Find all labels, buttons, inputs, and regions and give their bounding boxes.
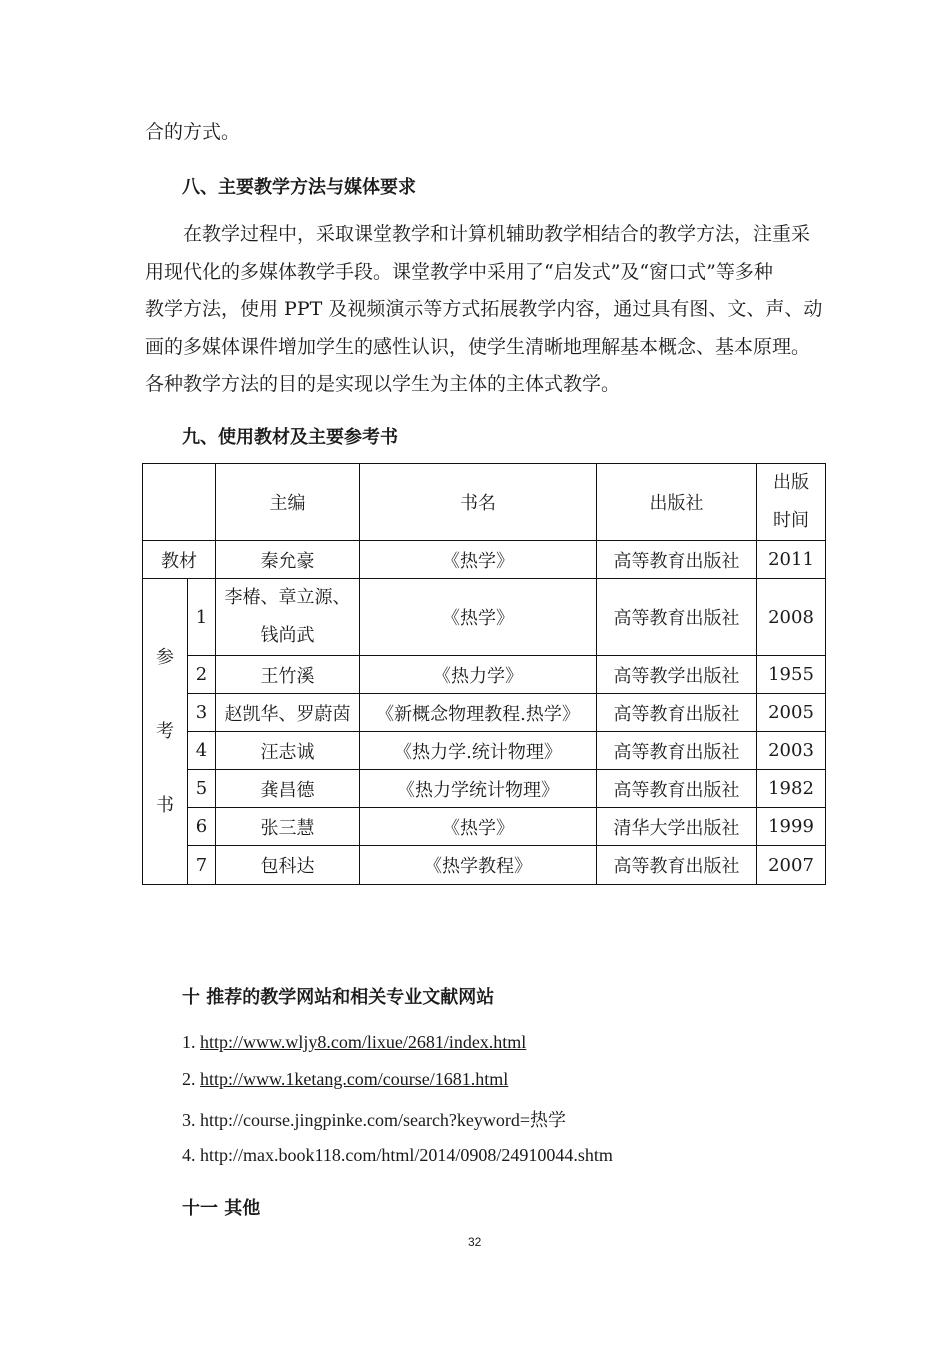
ref-publisher: 高等教学出版社 xyxy=(597,656,757,694)
ref-year: 1999 xyxy=(757,808,826,846)
section10-heading: 十 推荐的教学网站和相关专业文献网站 xyxy=(182,987,495,1008)
ref-editor: 王竹溪 xyxy=(216,656,360,694)
link-item-3 xyxy=(182,1106,566,1132)
section8-line-5: 各种教学方法的目的是实现以学生为主体的主体式教学。 xyxy=(145,373,621,395)
ref-year: 1982 xyxy=(757,770,826,808)
ref-publisher: 高等教育出版社 xyxy=(597,732,757,770)
header-editor: 主编 xyxy=(216,464,360,541)
ref-title: 《热力学.统计物理》 xyxy=(360,732,597,770)
ref-editor: 包科达 xyxy=(216,846,360,885)
ref-no: 7 xyxy=(188,846,216,885)
header-year-line2: 时间 xyxy=(773,510,809,531)
table-row-ref-2 xyxy=(143,656,826,694)
ref-editor: 汪志诚 xyxy=(216,732,360,770)
ref-editor: 龚昌德 xyxy=(216,770,360,808)
ref-title: 《热学教程》 xyxy=(360,846,597,885)
ref-publisher: 高等教育出版社 xyxy=(597,770,757,808)
ref-year: 2008 xyxy=(757,579,826,656)
table-row-ref-3 xyxy=(143,694,826,732)
table-row-ref-6 xyxy=(143,808,826,846)
textbook-label: 教材 xyxy=(143,541,216,579)
ref-no: 2 xyxy=(188,656,216,694)
ref-title: 《热力学统计物理》 xyxy=(360,770,597,808)
ref-editor-line2: 钱尚武 xyxy=(260,625,315,646)
ref-editor-line1: 李椿、章立源、 xyxy=(224,587,351,608)
ref-publisher: 高等教育出版社 xyxy=(597,694,757,732)
page-number: 32 xyxy=(468,1235,482,1249)
ref-publisher: 高等教育出版社 xyxy=(597,579,757,656)
header-publisher: 出版社 xyxy=(597,464,757,541)
link-number: 1. xyxy=(182,1032,200,1052)
ref-title: 《热学》 xyxy=(360,808,597,846)
table-row-ref-4 xyxy=(143,732,826,770)
textbook-table xyxy=(142,463,826,885)
website-link[interactable]: http://www.wljy8.com/lixue/2681/index.html xyxy=(200,1032,527,1052)
section8-line-3: 教学方法，使用 PPT 及视频演示等方式拓展教学内容，通过具有图、文、声、动 xyxy=(145,298,823,320)
ref-year: 1955 xyxy=(757,656,826,694)
textbook-year: 2011 xyxy=(757,541,826,579)
textbook-editor: 秦允豪 xyxy=(216,541,360,579)
table-row-ref-1 xyxy=(143,579,826,656)
section9-heading: 九、使用教材及主要参考书 xyxy=(182,427,398,448)
link-number: 3. xyxy=(182,1110,200,1130)
reference-label-char-1: 参 xyxy=(156,646,174,668)
ref-year: 2007 xyxy=(757,846,826,885)
ref-editor: 赵凯华、罗蔚茵 xyxy=(216,694,360,732)
website-text: http://max.book118.com/html/2014/0908/24910044.shtm xyxy=(200,1145,613,1165)
link-item-2 xyxy=(182,1069,508,1090)
header-blank-cell xyxy=(143,464,216,541)
ref-year: 2005 xyxy=(757,694,826,732)
ref-title: 《热力学》 xyxy=(360,656,597,694)
header-year xyxy=(757,464,826,541)
ref-no: 3 xyxy=(188,694,216,732)
section8-heading: 八、主要教学方法与媒体要求 xyxy=(182,177,416,198)
link-number: 2. xyxy=(182,1069,200,1089)
reference-label xyxy=(143,579,188,885)
ref-no: 6 xyxy=(188,808,216,846)
section11-heading: 十一 其他 xyxy=(182,1198,261,1219)
reference-label-char-2: 考 xyxy=(156,720,174,742)
section8-line-1: 在教学过程中，采取课堂教学和计算机辅助教学相结合的教学方法，注重采 xyxy=(183,223,811,245)
section8-line-4: 画的多媒体课件增加学生的感性认识，使学生清晰地理解基本概念、基本原理。 xyxy=(145,336,811,358)
ref-title: 《热学》 xyxy=(360,579,597,656)
textbook-title: 《热学》 xyxy=(360,541,597,579)
table-header-row xyxy=(143,464,826,541)
table-row-ref-5 xyxy=(143,770,826,808)
website-link[interactable]: http://www.1ketang.com/course/1681.html xyxy=(200,1069,509,1089)
link-item-1 xyxy=(182,1032,526,1053)
ref-editor: 张三慧 xyxy=(216,808,360,846)
ref-editor xyxy=(216,579,360,656)
ref-publisher: 高等教育出版社 xyxy=(597,846,757,885)
link-item-4 xyxy=(182,1145,613,1166)
reference-label-char-3: 书 xyxy=(156,794,174,816)
textbook-publisher: 高等教育出版社 xyxy=(597,541,757,579)
paragraph-tail: 合的方式。 xyxy=(145,121,241,143)
website-text: http://course.jingpinke.com/search?keyword=热学 xyxy=(200,1110,567,1130)
ref-no: 5 xyxy=(188,770,216,808)
ref-publisher: 清华大学出版社 xyxy=(597,808,757,846)
ref-no: 1 xyxy=(188,579,216,656)
header-title: 书名 xyxy=(360,464,597,541)
table-row-textbook xyxy=(143,541,826,579)
ref-no: 4 xyxy=(188,732,216,770)
table-row-ref-7 xyxy=(143,846,826,885)
header-year-line1: 出版 xyxy=(773,472,809,493)
link-number: 4. xyxy=(182,1145,200,1165)
ref-title: 《新概念物理教程.热学》 xyxy=(360,694,597,732)
ref-year: 2003 xyxy=(757,732,826,770)
section8-line-2: 用现代化的多媒体教学手段。课堂教学中采用了“启发式”及“窗口式”等多种 xyxy=(145,261,773,283)
